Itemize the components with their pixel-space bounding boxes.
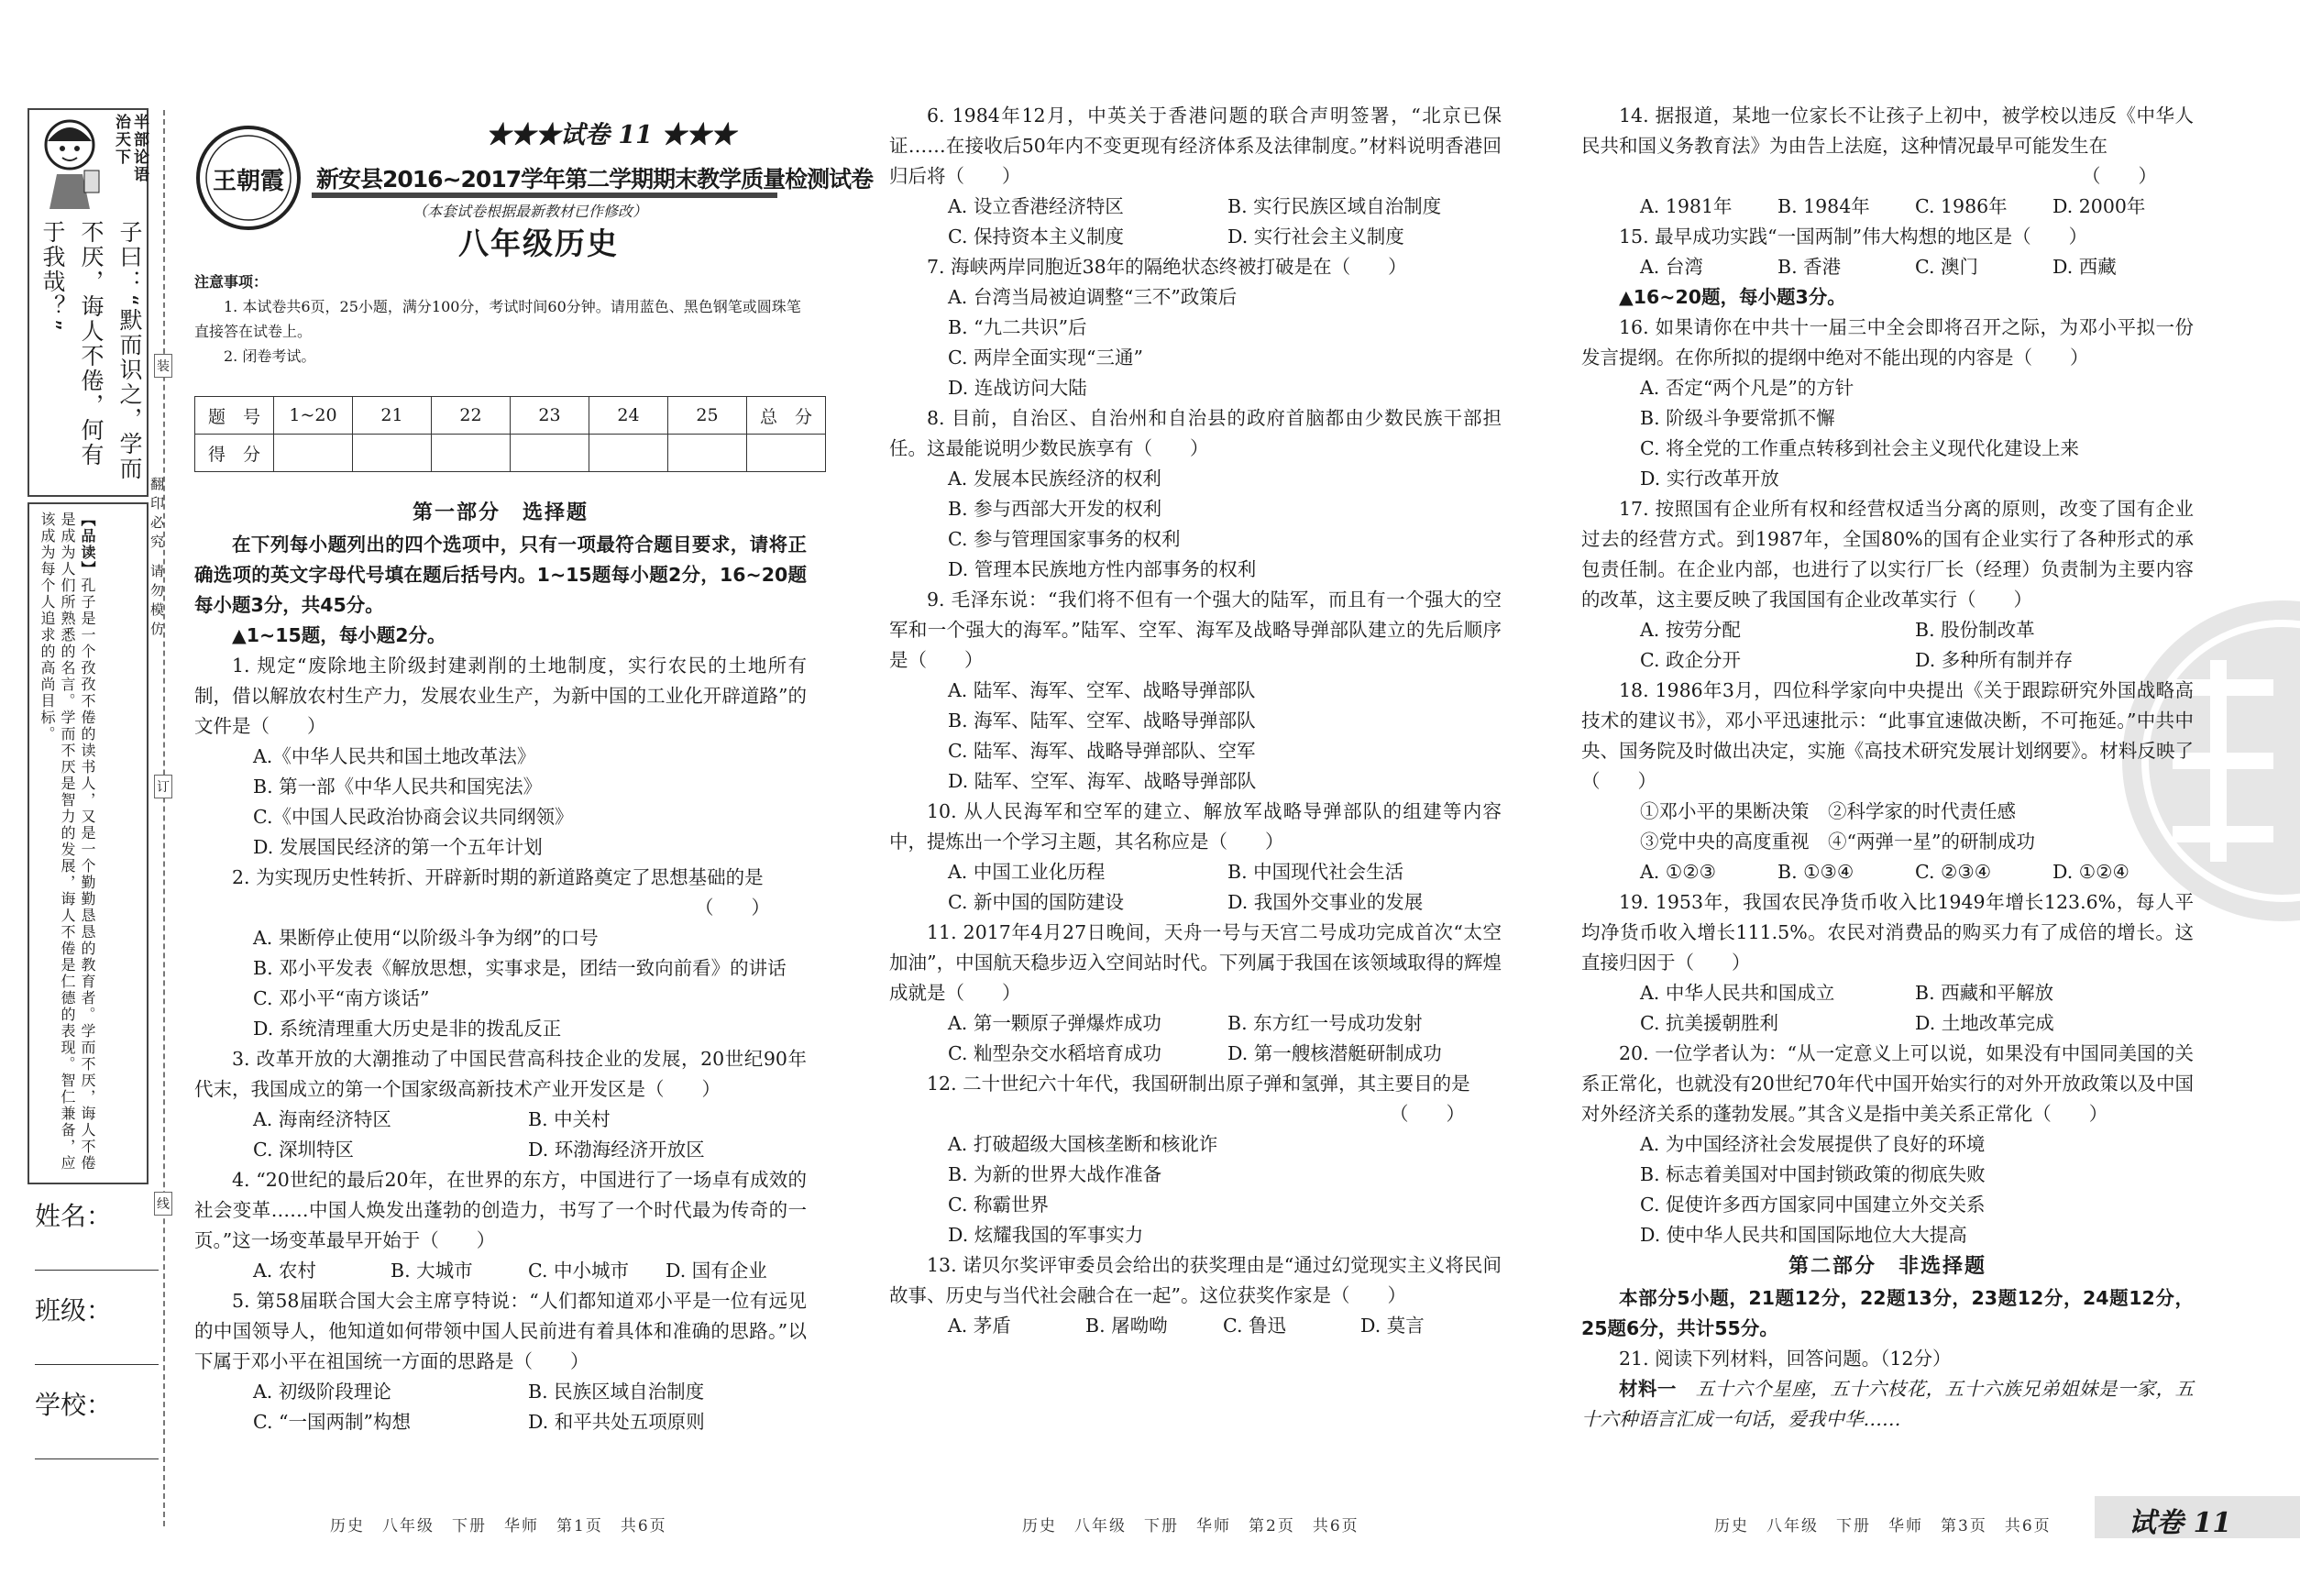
column-1 — [194, 497, 807, 1437]
footer-page-2: 历史 八年级 下册 华师 第2页 共6页 — [1022, 1517, 1359, 1535]
title-underline — [312, 193, 777, 198]
question-18: 18. 1986年3月，四位科学家向中央提出《关于跟踪研究外国战略高技术的建议书》，邓小平迅速批示：“此事宜速做决断，不可拖延。”中共中央、国务院及时做出决定，实施《高技术研究发展计划纲要》。材料反映了（ ） — [1581, 679, 2194, 792]
option: C. 称霸世界 — [948, 1194, 1049, 1216]
option: D. 我国外交事业的发展 — [1227, 891, 1424, 913]
option: A. 台湾 — [1640, 256, 1703, 278]
question-10: 10. 从人民海军和空军的建立、解放军战略导弹部队的组建等内容中，提炼出一个学习主题，其名称应是（ ） — [889, 800, 1502, 853]
score-input[interactable] — [589, 435, 668, 472]
part1-title: 第一部分 选择题 — [412, 501, 589, 524]
option: A. 打破超级大国核垄断和核讹诈 — [948, 1133, 1218, 1155]
option: B. 第一部《中华人民共和国宪法》 — [253, 776, 543, 798]
option: C. 鲁迅 — [1223, 1315, 1286, 1337]
option: B. 股份制改革 — [1915, 619, 2035, 641]
option: A. 初级阶段理论 — [253, 1381, 391, 1403]
notice-block — [194, 270, 807, 369]
question-17: 17. 按照国有企业所有权和经营权适当分离的原则，改变了国有企业过去的经营方式。到1987年，全国80%的国有企业实行了各种形式的承包责任制。在企业内部，也进行了以实行厂长（经理）负责制为主要内容的改革，这主要反映了我国国有企业改革实行（ ） — [1581, 498, 2194, 611]
option: B. 中关村 — [528, 1108, 611, 1130]
option: B. 实行民族区域自治制度 — [1227, 195, 1442, 217]
pindu-text: 孔子是一个孜孜不倦的读书人，又是一个勤勤恳恳的教育者。学而不厌，诲人不倦是成为人们所熟悉的名言。学而不厌是智力的发展，诲人不倦是仁德的表现。智仁兼备，应该成为每个人追求的高尚目标。 — [39, 512, 96, 1172]
option: A. 第一颗原子弹爆炸成功 — [948, 1012, 1161, 1034]
column-3 — [1581, 101, 2194, 1435]
question-13: 13. 诺贝尔奖评审委员会给出的获奖理由是“通过幻觉现实主义将民间故事、历史与当代社会融合在一起”。这位获奖作家是（ ） — [889, 1254, 1502, 1306]
score-cell: 25 — [668, 397, 747, 435]
score-input[interactable] — [668, 435, 747, 472]
footer-badge-text: 试卷 11 — [2129, 1507, 2232, 1539]
option: D. 多种所有制并存 — [1915, 649, 2074, 671]
option: A. 为中国经济社会发展提供了良好的环境 — [1640, 1133, 1986, 1155]
notice-title: 注意事项： — [194, 273, 269, 291]
part1-instruction: 在下列每小题列出的四个选项中，只有一项最符合题目要求，请将正确选项的英文字母代号填在题后括号内。1~15题每小题2分，16~20题每小题3分，共45分。 — [194, 534, 807, 616]
answer-paren[interactable]: （ ） — [695, 897, 770, 919]
question-6: 6. 1984年12月，中英关于香港问题的联合声明签署，“北京已保证……在接收后50年内不变更现有经济体系及法律制度。”材料说明香港回归后将（ ） — [889, 105, 1502, 187]
option: B. 东方红一号成功发射 — [1227, 1012, 1423, 1034]
option: C. 促使许多西方国家同中国建立外交关系 — [1640, 1194, 1986, 1216]
option: A. 1981年 — [1640, 195, 1733, 217]
part2-title: 第二部分 非选择题 — [1788, 1255, 1986, 1278]
option: D. 炫耀我国的军事实力 — [948, 1224, 1144, 1246]
option: A. ①②③ — [1640, 861, 1716, 883]
option: A. 农村 — [253, 1260, 316, 1282]
option: A. 中国工业化历程 — [948, 861, 1106, 883]
option: A. 否定“两个凡是”的方针 — [1640, 377, 1854, 399]
pindu-label: 【品读】 — [79, 512, 96, 578]
question-4: 4. “20世纪的最后20年，在世界的东方，中国进行了一场卓有成效的社会变革……中国人焕发出蓬勃的创造力，书写了一个时代最为传奇的一页。”这一场变革最早开始于（ ） — [194, 1169, 807, 1251]
mascot-icon — [35, 114, 106, 213]
option: C. 籼型杂交水稻培育成功 — [948, 1042, 1161, 1064]
name-field-line[interactable] — [35, 1270, 159, 1271]
notice-item-1: 1. 本试卷共6页，25小题，满分100分，考试时间60分钟。请用蓝色、黑色钢笔或圆珠笔直接答在试卷上。 — [194, 298, 801, 340]
option: A. 台湾当局被迫调整“三不”政策后 — [948, 286, 1238, 308]
option: D. 实行社会主义制度 — [1227, 226, 1404, 248]
option: B. 为新的世界大战作准备 — [948, 1163, 1162, 1185]
option: B. 邓小平发表《解放思想，实事求是，团结一致向前看》的讲话 — [253, 957, 787, 979]
footer-page-1: 历史 八年级 下册 华师 第1页 共6页 — [330, 1517, 667, 1535]
option: D. 国有企业 — [666, 1260, 767, 1282]
cut-note: 翻印必究 请勿模仿 — [149, 477, 165, 641]
cut-line — [163, 110, 165, 1526]
option: B. 参与西部大开发的权利 — [948, 498, 1162, 520]
answer-paren[interactable]: （ ） — [2082, 165, 2157, 187]
exam-title: 新安县2016~2017学年第二学期期末教学质量检测试卷 — [316, 166, 874, 193]
sidebar — [28, 108, 147, 1190]
option: B. 大城市 — [391, 1260, 473, 1282]
part2-instruction: 本部分5小题，21题12分，22题13分，23题12分，24题12分，25题6分，共计55分。 — [1581, 1287, 2194, 1339]
option: D. 系统清理重大历史是非的拨乱反正 — [253, 1018, 562, 1040]
question-15: 15. 最早成功实践“一国两制”伟大构想的地区是（ ） — [1619, 226, 2088, 248]
option: B. 中国现代社会生活 — [1227, 861, 1404, 883]
score-input[interactable] — [511, 435, 589, 472]
option: C. 中小城市 — [528, 1260, 629, 1282]
school-field-label: 学校： — [35, 1390, 113, 1420]
option: B. 海军、陆军、空军、战略导弹部队 — [948, 710, 1256, 732]
option: C. 1986年 — [1915, 195, 2008, 217]
subject-title: 八年级历史 — [458, 226, 619, 261]
score-cell: 题 号 — [195, 397, 274, 435]
statement: ③党中央的高度重视 ④“两弹一星”的研制成功 — [1640, 831, 2035, 853]
score-cell: 21 — [353, 397, 432, 435]
question-16: 16. 如果请你在中共十一届三中全会即将召开之际，为邓小平拟一份发言提纲。在你所拟的提纲中绝对不能出现的内容是（ ） — [1581, 316, 2194, 369]
score-input[interactable] — [274, 435, 353, 472]
material-text: 五十六个星座，五十六枝花，五十六族兄弟姐妹是一家，五十六种语言汇成一句话，爱我中华…… — [1581, 1378, 2195, 1430]
statement: ①邓小平的果断决策 ②科学家的时代责任感 — [1640, 800, 2016, 822]
tag-line-1: 半部论语 — [130, 114, 149, 183]
score-cell: 1~20 — [274, 397, 353, 435]
answer-paren[interactable]: （ ） — [1390, 1103, 1465, 1125]
brand-logo — [194, 124, 303, 232]
option: D. 和平共处五项原则 — [528, 1411, 705, 1433]
score-cell: 24 — [589, 397, 668, 435]
option: A. 中华人民共和国成立 — [1640, 982, 1835, 1004]
option: A. 果断停止使用“以阶级斗争为纲”的口号 — [253, 927, 599, 949]
brand-logo-text: 王朝霞 — [212, 168, 284, 195]
option: D. 陆军、空军、海军、战略导弹部队 — [948, 770, 1257, 792]
option: C. 新中国的国防建设 — [948, 891, 1124, 913]
option: A. 设立香港经济特区 — [948, 195, 1124, 217]
option: D. 连战访问大陆 — [948, 377, 1087, 399]
option: D. 使中华人民共和国国际地位大大提高 — [1640, 1224, 1967, 1246]
question-8: 8. 目前，自治区、自治州和自治县的政府首脑都由少数民族干部担任。这最能说明少数民族享有（ ） — [889, 407, 1502, 459]
tag-line-2: 治天下 — [112, 114, 130, 166]
class-field-line[interactable] — [35, 1364, 159, 1365]
question-19: 19. 1953年，我国农民净货币收入比1949年增长123.6%，每人平均净货币收入增长111.5%。农民对消费品的购买力有了成倍的增长。这直接归因于（ ） — [1581, 891, 2194, 974]
question-12: 12. 二十世纪六十年代，我国研制出原子弹和氢弹，其主要目的是 — [927, 1073, 1470, 1095]
score-input[interactable] — [353, 435, 432, 472]
question-1: 1. 规定“废除地主阶级封建剥削的土地制度，实行农民的土地所有制，借以解放农村生产力，发展农业生产，为新中国的工业化开辟道路”的文件是（ ） — [194, 655, 807, 737]
question-2: 2. 为实现历史性转折、开辟新时期的新道路奠定了思想基础的是 — [232, 866, 764, 888]
score-cell: 22 — [432, 397, 511, 435]
option: B. 香港 — [1777, 256, 1842, 278]
option: A. 海南经济特区 — [253, 1108, 391, 1130]
option: A.《中华人民共和国土地改革法》 — [253, 745, 536, 767]
option: C. 保持资本主义制度 — [948, 226, 1124, 248]
exam-number-title: ★★★试卷 11 ★★★ — [486, 121, 736, 149]
option: A. 茅盾 — [948, 1315, 1011, 1337]
sidebar-quote: 子曰：“默而识之，学而不厌，诲人不倦，何有于我哉？” — [39, 220, 143, 481]
option: C. 政企分开 — [1640, 649, 1741, 671]
option: B. 1984年 — [1777, 195, 1870, 217]
option: D. 第一艘核潜艇研制成功 — [1227, 1042, 1442, 1064]
option: A. 按劳分配 — [1640, 619, 1741, 641]
score-input[interactable] — [432, 435, 511, 472]
part1-sub2: ▲16~20题，每小题3分。 — [1619, 286, 1846, 308]
question-5: 5. 第58届联合国大会主席亨特说：“人们都知道邓小平是一位有远见的中国领导人，他知道如何带领中国人民前进有着具体和准确的思路。”以下属于邓小平在祖国统一方面的思路是（ ） — [194, 1290, 807, 1372]
option: C. 将全党的工作重点转移到社会主义现代化建设上来 — [1640, 437, 2079, 459]
score-table — [194, 396, 826, 472]
material-label: 材料一 — [1619, 1378, 1677, 1400]
option: B. 西藏和平解放 — [1915, 982, 2054, 1004]
question-20: 20. 一位学者认为：“从一定意义上可以说，如果没有中国同美国的关系正常化，也就没有20世纪70年代中国开始实行的对外开放政策以及中国对外经济关系的蓬勃发展。”其含义是指中美关系正常化（ ） — [1581, 1042, 2194, 1125]
part1-sub1: ▲1~15题，每小题2分。 — [232, 624, 446, 646]
option: D. 管理本民族地方性内部事务的权利 — [948, 558, 1257, 580]
option: C. 邓小平“南方谈话” — [253, 987, 430, 1009]
cut-mark-2: 订 — [154, 775, 172, 798]
name-field-label: 姓名： — [35, 1201, 113, 1231]
question-7: 7. 海峡两岸同胞近38年的隔绝状态终被打破是在（ ） — [927, 256, 1407, 278]
option: C.《中国人民政治协商会议共同纲领》 — [253, 806, 574, 828]
option: D. 环渤海经济开放区 — [528, 1139, 705, 1161]
option: D. 西藏 — [2052, 256, 2117, 278]
option: C. 澳门 — [1915, 256, 1978, 278]
option: B. 民族区域自治制度 — [528, 1381, 705, 1403]
score-table-score-row — [195, 435, 826, 472]
score-table-header-row — [195, 397, 826, 435]
question-14: 14. 据报道，某地一位家长不让孩子上初中，被学校以违反《中华人民共和国义务教育法》为由告上法庭，这种情况最早可能发生在 — [1581, 105, 2194, 157]
option: D. 莫言 — [1360, 1315, 1425, 1337]
question-3: 3. 改革开放的大潮推动了中国民营高科技企业的发展，20世纪90年代末，我国成立的第一个国家级高新技术产业开发区是（ ） — [194, 1048, 807, 1100]
cut-mark-1: 装 — [154, 354, 172, 378]
option: A. 陆军、海军、空军、战略导弹部队 — [948, 679, 1256, 701]
option: B. ①③④ — [1777, 861, 1854, 883]
score-cell: 得 分 — [195, 435, 274, 472]
column-2 — [889, 101, 1502, 1341]
option: D. 土地改革完成 — [1915, 1012, 2054, 1034]
option: D. 实行改革开放 — [1640, 468, 1779, 490]
revision-note: （本套试卷根据最新教材已作修改） — [413, 203, 648, 220]
school-field-line[interactable] — [35, 1458, 159, 1459]
score-cell: 23 — [511, 397, 589, 435]
option: C. 两岸全面实现“三通” — [948, 347, 1143, 369]
cut-mark-3: 线 — [154, 1192, 172, 1216]
option: B. 标志着美国对中国封锁政策的彻底失败 — [1640, 1163, 1986, 1185]
option: C. 参与管理国家事务的权利 — [948, 528, 1181, 550]
class-field-label: 班级： — [35, 1295, 113, 1326]
score-cell: 总 分 — [747, 397, 826, 435]
question-11: 11. 2017年4月27日晚间，天舟一号与天宫二号成功完成首次“太空加油”，中国航天稳步迈入空间站时代。下列属于我国在该领域取得的辉煌成就是（ ） — [889, 921, 1502, 1004]
option: C. 抗美援朝胜利 — [1640, 1012, 1778, 1034]
question-21: 21. 阅读下列材料，回答问题。（12分） — [1619, 1348, 1952, 1370]
option: B. 阶级斗争要常抓不懈 — [1640, 407, 1835, 429]
option: C. “一国两制”构想 — [253, 1411, 411, 1433]
option: D. 发展国民经济的第一个五年计划 — [253, 836, 543, 858]
option: B. 屠呦呦 — [1085, 1315, 1168, 1337]
option: B. “九二共识”后 — [948, 316, 1087, 338]
option: D. ①②④ — [2052, 861, 2129, 883]
footer-page-3: 历史 八年级 下册 华师 第3页 共6页 — [1714, 1517, 2052, 1535]
option: D. 2000年 — [2052, 195, 2146, 217]
score-input[interactable] — [747, 435, 826, 472]
option: A. 发展本民族经济的权利 — [948, 468, 1161, 490]
question-9: 9. 毛泽东说：“我们将不但有一个强大的陆军，而且有一个强大的空军和一个强大的海军。”陆军、空军、海军及战略导弹部队建立的先后顺序是（ ） — [889, 589, 1502, 671]
option: C. 深圳特区 — [253, 1139, 354, 1161]
option: C. 陆军、海军、战略导弹部队、空军 — [948, 740, 1256, 762]
option: C. ②③④ — [1915, 861, 1992, 883]
notice-item-2: 2. 闭卷考试。 — [224, 347, 316, 365]
